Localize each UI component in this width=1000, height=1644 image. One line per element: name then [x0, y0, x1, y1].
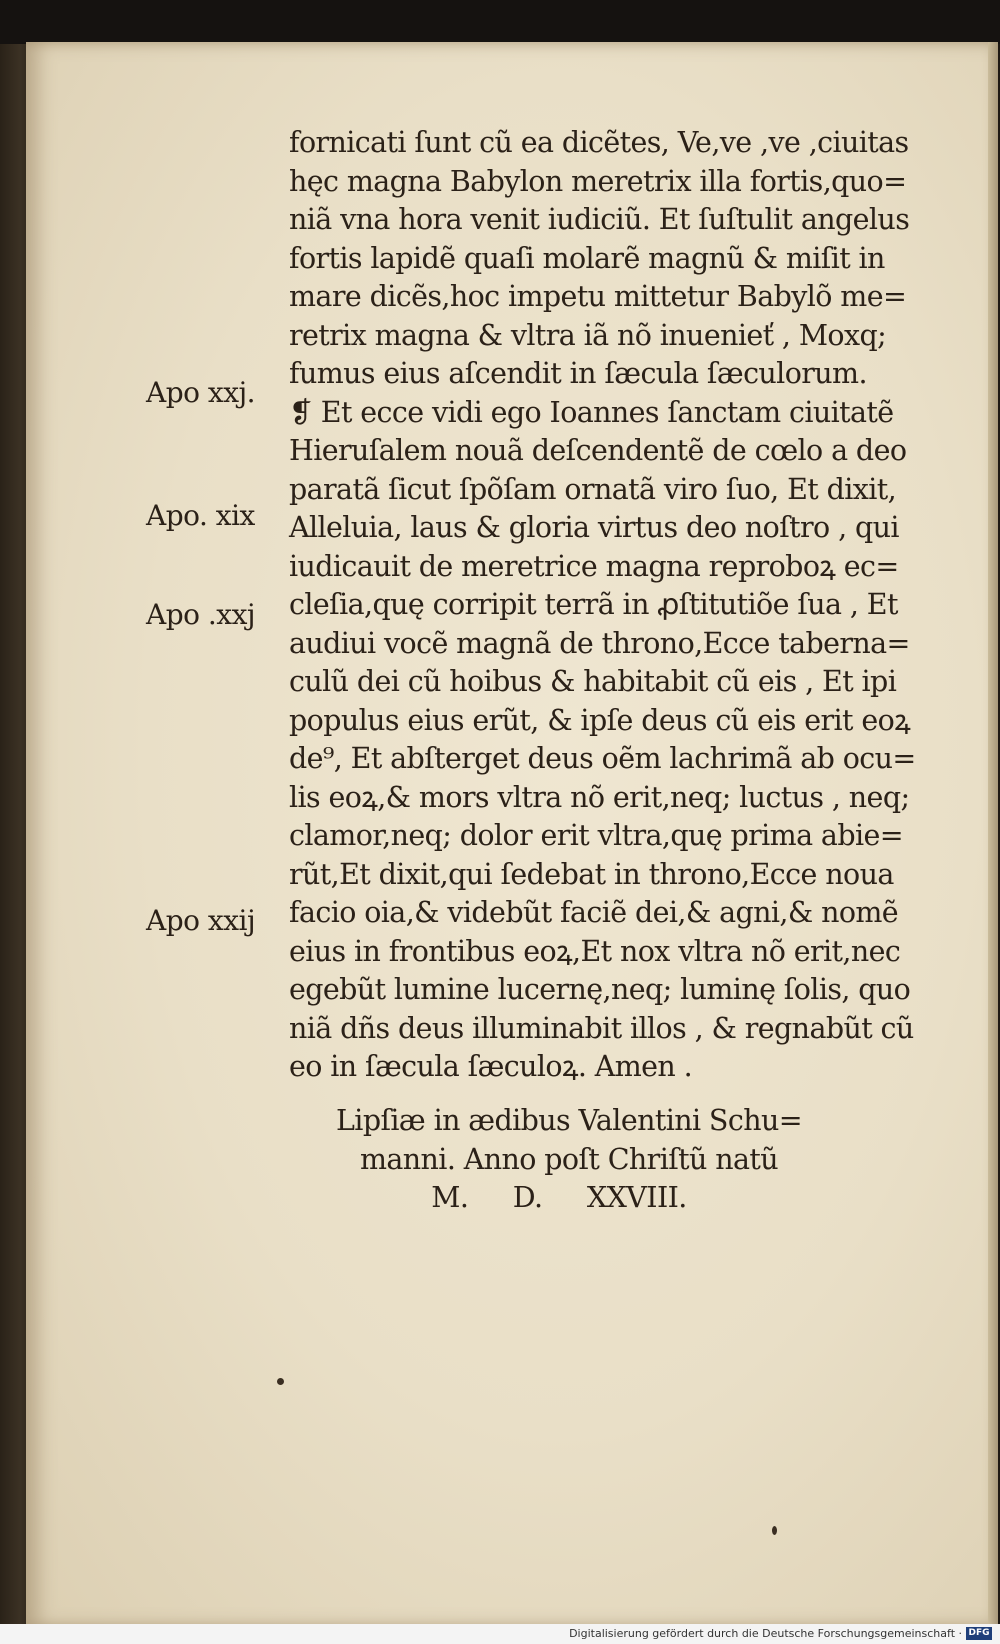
- text-line: audiui vocẽ magnã de throno,Ecce taberna=: [289, 626, 910, 660]
- funding-credit: Digitalisierung gefördert durch die Deutsche Forschungsgemeinschaft ·: [569, 1627, 962, 1640]
- text-line: fortis lapidẽ quaſi molarẽ magnũ & miſit in: [289, 241, 885, 275]
- text-line: fornicati ſunt cũ ea dicẽtes, Ve,ve ,ve ,ciuitas: [289, 126, 909, 159]
- text-line: iudicauit de meretrice magna reproboꝝ ec=: [289, 549, 899, 583]
- margin-note: Apo. xix: [146, 499, 255, 532]
- text-line: populus eius erũt, & ipſe deus cũ eis erit eoꝝ: [289, 703, 911, 737]
- text-line: clamor,neq; dolor erit vltra,quę prima abie=: [289, 819, 904, 852]
- text-line: fumus eius aſcendit in ſæcula ſæculorum.: [289, 357, 867, 390]
- text-line: cleſia,quę corripit terrã in ꝓſtitutiõe ſua , Et: [289, 588, 898, 621]
- text-line: ❡ Et ecce vidi ego Ioannes ſanctam ciuitatẽ: [289, 395, 894, 429]
- text-line: facio oia,& videbũt faciẽ dei,& agni,& nomẽ: [289, 896, 899, 929]
- text-line: Alleluia, laus & gloria virtus deo noſtro , qui: [289, 511, 899, 544]
- text-line: eius in frontibus eoꝝ,Et nox vltra nõ erit,nec: [289, 934, 901, 968]
- margin-note: Apo xxj.: [146, 376, 256, 409]
- text-line: retrix magna & vltra iã nõ inuenieť , Moxq;: [289, 318, 887, 352]
- text-line: mare dicẽs,hoc impetu mittetur Babylõ me=: [289, 280, 907, 313]
- text-line: egebũt lumine lucernę,neq; luminę ſolis, quo: [289, 973, 911, 1006]
- text-line: niã dñs deus illuminabit illos , & regnabũt cũ: [289, 1011, 914, 1045]
- text-line: eo in ſæcula ſæculoꝝ. Amen .: [289, 1050, 693, 1083]
- colophon-date: M. D. XXVIII.: [431, 1181, 687, 1214]
- text-line: paratã ſicut ſpõſam ornatã viro ſuo, Et dixit,: [289, 472, 897, 506]
- text-line: Hieruſalem nouã deſcendentẽ de cœlo a deo: [289, 434, 907, 467]
- page-text: [289, 124, 969, 1087]
- scan-top-border: [0, 0, 1000, 44]
- text-line: lis eoꝝ,& mors vltra nõ erit,neq; luctus , neq;: [289, 780, 910, 814]
- page-fore-edge: [988, 42, 998, 1627]
- colophon: [289, 1102, 969, 1218]
- dfg-logo: DFG: [966, 1627, 992, 1640]
- ink-speck: [277, 1378, 284, 1385]
- text-line: culũ dei cũ hoibus & habitabit cũ eis , Et ipi: [289, 665, 897, 698]
- margin-note: Apo .xxj: [146, 598, 256, 631]
- text-line: rũt,Et dixit,qui ſedebat in throno,Ecce noua: [289, 857, 894, 891]
- text-line: niã vna hora venit iudiciũ. Et ſuſtulit angelus: [289, 203, 910, 236]
- text-line: hęc magna Babylon meretrix illa fortis,quo=: [289, 164, 907, 198]
- colophon-line: manni. Anno poſt Chriſtũ natũ: [359, 1142, 778, 1176]
- ink-speck: [772, 1526, 777, 1535]
- colophon-line: Lipſiæ in ædibus Valentini Schu=: [335, 1104, 803, 1137]
- margin-note: Apo xxij: [146, 904, 256, 937]
- text-line: de⁹, Et abſterget deus oẽm lachrimã ab ocu=: [289, 742, 916, 775]
